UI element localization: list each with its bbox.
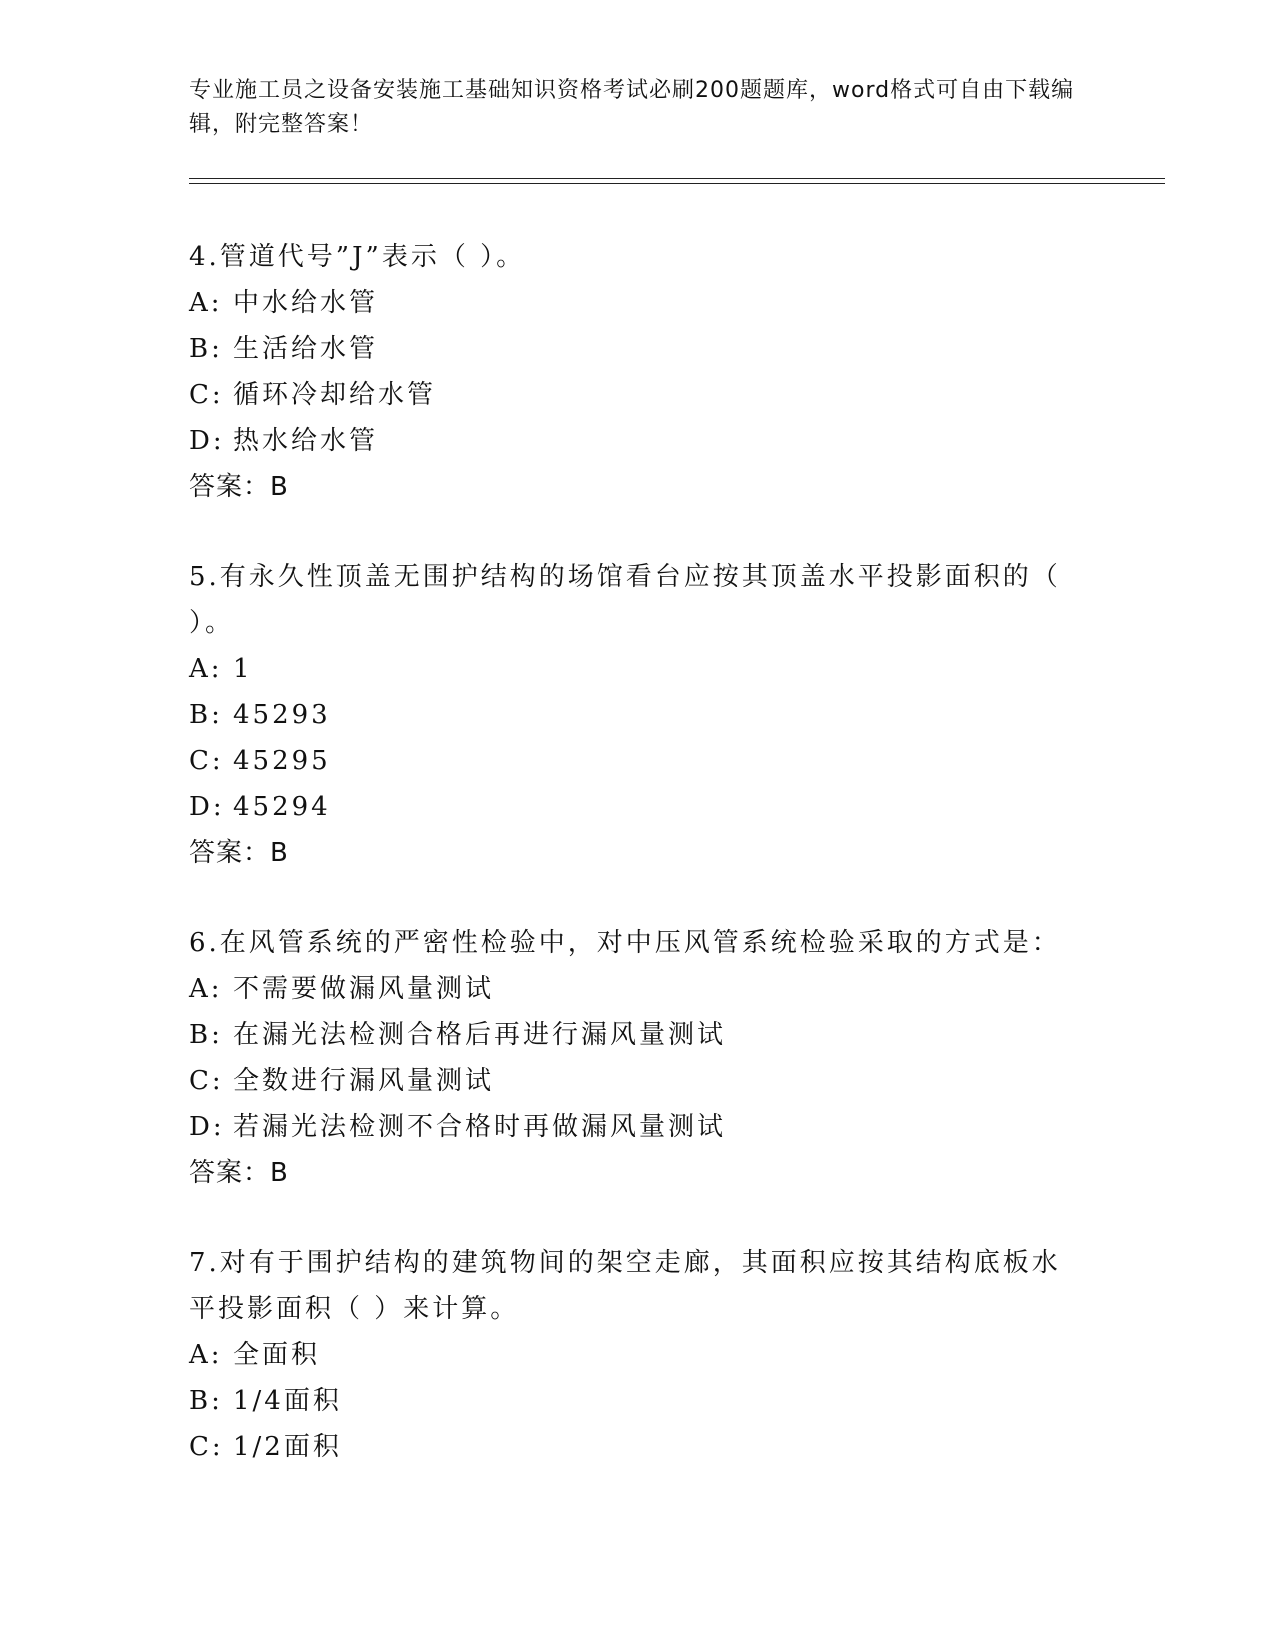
option-key: C: bbox=[189, 1432, 224, 1462]
option-d bbox=[189, 418, 1089, 464]
option-text: 循环冷却给水管 bbox=[233, 380, 437, 410]
option-key: A: bbox=[189, 288, 223, 318]
option-text: 45295 bbox=[233, 746, 331, 776]
header-divider-bottom bbox=[189, 183, 1165, 184]
option-a bbox=[189, 966, 1089, 1012]
option-a bbox=[189, 646, 1089, 692]
option-text: 1/2面积 bbox=[233, 1432, 342, 1462]
option-b bbox=[189, 326, 1089, 372]
answer-line: 答案：B bbox=[189, 472, 289, 502]
question-list bbox=[189, 234, 1089, 1514]
option-c bbox=[189, 1058, 1089, 1104]
question-6 bbox=[189, 920, 1089, 1196]
option-text: 在漏光法检测合格后再进行漏风量测试 bbox=[233, 1020, 727, 1050]
question-7 bbox=[189, 1240, 1089, 1470]
option-key: A: bbox=[189, 1340, 223, 1370]
option-text: 中水给水管 bbox=[233, 288, 379, 318]
option-text: 45294 bbox=[233, 792, 331, 822]
option-text: 若漏光法检测不合格时再做漏风量测试 bbox=[233, 1112, 727, 1142]
option-d bbox=[189, 1104, 1089, 1150]
option-d bbox=[189, 784, 1089, 830]
option-b bbox=[189, 1012, 1089, 1058]
option-key: A: bbox=[189, 974, 223, 1004]
option-key: D: bbox=[189, 426, 225, 456]
question-title: 4.管道代号”J”表示（ ）。 bbox=[189, 242, 526, 272]
question-4 bbox=[189, 234, 1089, 510]
answer-line: 答案：B bbox=[189, 838, 289, 868]
option-key: C: bbox=[189, 380, 224, 410]
document-header: 专业施工员之设备安装施工基础知识资格考试必刷200题题库，word格式可自由下载编辑，附完整答案！ bbox=[189, 78, 1075, 137]
option-text: 1/4面积 bbox=[233, 1386, 342, 1416]
question-title: 5.有永久性顶盖无围护结构的场馆看台应按其顶盖水平投影面积的（ ）。 bbox=[189, 562, 1061, 638]
option-b bbox=[189, 692, 1089, 738]
option-text: 全数进行漏风量测试 bbox=[233, 1066, 495, 1096]
option-text: 全面积 bbox=[233, 1340, 321, 1370]
question-title: 7.对有于围护结构的建筑物间的架空走廊，其面积应按其结构底板水平投影面积（ ）来计算。 bbox=[189, 1248, 1061, 1324]
option-key: D: bbox=[189, 792, 225, 822]
option-text: 1 bbox=[233, 654, 253, 684]
option-key: B: bbox=[189, 1020, 223, 1050]
question-title: 6.在风管系统的严密性检验中，对中压风管系统检验采取的方式是： bbox=[189, 928, 1061, 958]
option-key: B: bbox=[189, 1386, 223, 1416]
option-key: C: bbox=[189, 746, 224, 776]
option-b bbox=[189, 1378, 1089, 1424]
option-c bbox=[189, 372, 1089, 418]
option-c bbox=[189, 738, 1089, 784]
option-a bbox=[189, 1332, 1089, 1378]
option-text: 不需要做漏风量测试 bbox=[233, 974, 495, 1004]
option-text: 热水给水管 bbox=[233, 426, 379, 456]
question-5 bbox=[189, 554, 1089, 876]
option-a bbox=[189, 280, 1089, 326]
option-key: B: bbox=[189, 700, 223, 730]
option-c bbox=[189, 1424, 1089, 1470]
option-key: D: bbox=[189, 1112, 225, 1142]
option-text: 生活给水管 bbox=[233, 334, 379, 364]
option-text: 45293 bbox=[233, 700, 331, 730]
option-key: A: bbox=[189, 654, 223, 684]
option-key: B: bbox=[189, 334, 223, 364]
option-key: C: bbox=[189, 1066, 224, 1096]
header-divider-top bbox=[189, 178, 1165, 179]
answer-line: 答案：B bbox=[189, 1158, 289, 1188]
